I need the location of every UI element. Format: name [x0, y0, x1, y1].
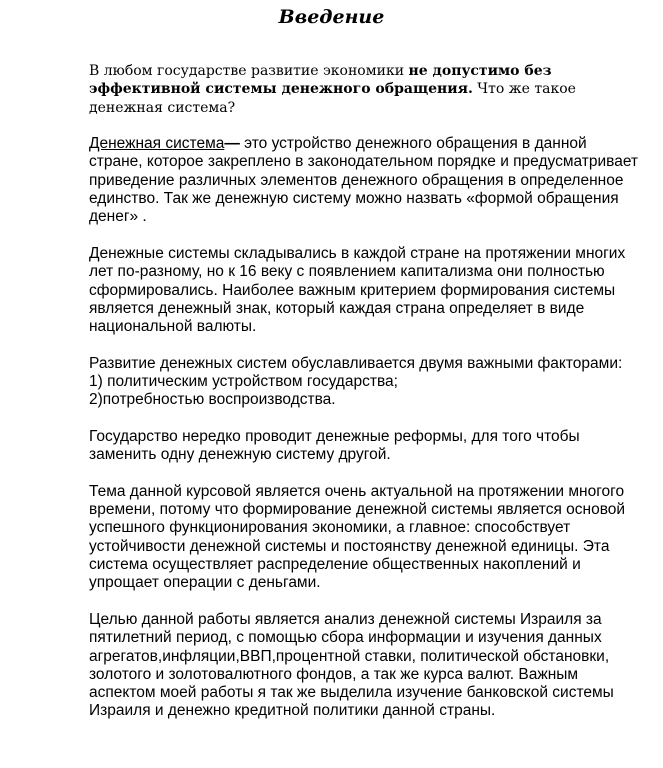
factors-lead: Развитие денежных систем обуславливается двумя важными факторами: — [89, 354, 623, 372]
factor-item: 2)потребностью воспроизводства. — [89, 391, 336, 409]
intro-paragraph — [89, 62, 639, 117]
history-paragraph: Денежные системы складывались в каждой стране на протяжении многих лет по-разному, но к 16 веку с появлением капитализма они полностью сформировались. Наиболее важным критерием формирования системы является денежный знак, который каждая страна определяет в виде национальной валюты. — [89, 244, 626, 336]
goal-paragraph: Целью данной работы является анализ денежной системы Израиля за пятилетний период, с помощью сбора информации и изучения данных агрегатов,инфляции,ВВП,процентной ставки, политической обстановки, золотого и золотовалютного фондов, а так же курса валют. Важным аспектом моей работы я так же выделила изучение банковской системы Израиля и денежно кредитной политики данной страны. — [89, 610, 614, 720]
definition-paragraph — [89, 135, 639, 226]
factors-paragraph — [89, 355, 639, 410]
relevance-paragraph: Тема данной курсовой является очень актуальной на протяжении многого времени, потому что формирование денежной системы является основой успешного функционирования экономики, а главное: способствует устойчивости денежной системы и постоянству денежной единицы. Эта система осуществляет распределение общественных накоплений и упрощает операции с деньгами. — [89, 482, 626, 592]
definition-term: Денежная система — [89, 135, 225, 153]
page-title: Введение — [278, 6, 385, 28]
reforms-paragraph: Государство нередко проводит денежные реформы, для того чтобы заменить одну денежную систему другой. — [89, 427, 580, 464]
intro-text-before: В любом государстве развитие экономики — [89, 63, 409, 79]
factor-item: 1) политическим устройством государства; — [89, 373, 398, 391]
definition-dash: — — [224, 135, 240, 153]
intro-bold-text: не допустимо без эффективной системы денежного обращения. — [89, 63, 552, 98]
definition-text: это устройство денежного обращения в данной стране, которое закреплено в законодательном порядке и предусматривает приведение различных элементов денежного обращения в определенное единство. Так же денежную систему можно назвать «формой обращения денег» . — [89, 135, 639, 226]
intro-text-after: Что же такое денежная система? — [89, 81, 576, 116]
document-body — [89, 62, 639, 739]
